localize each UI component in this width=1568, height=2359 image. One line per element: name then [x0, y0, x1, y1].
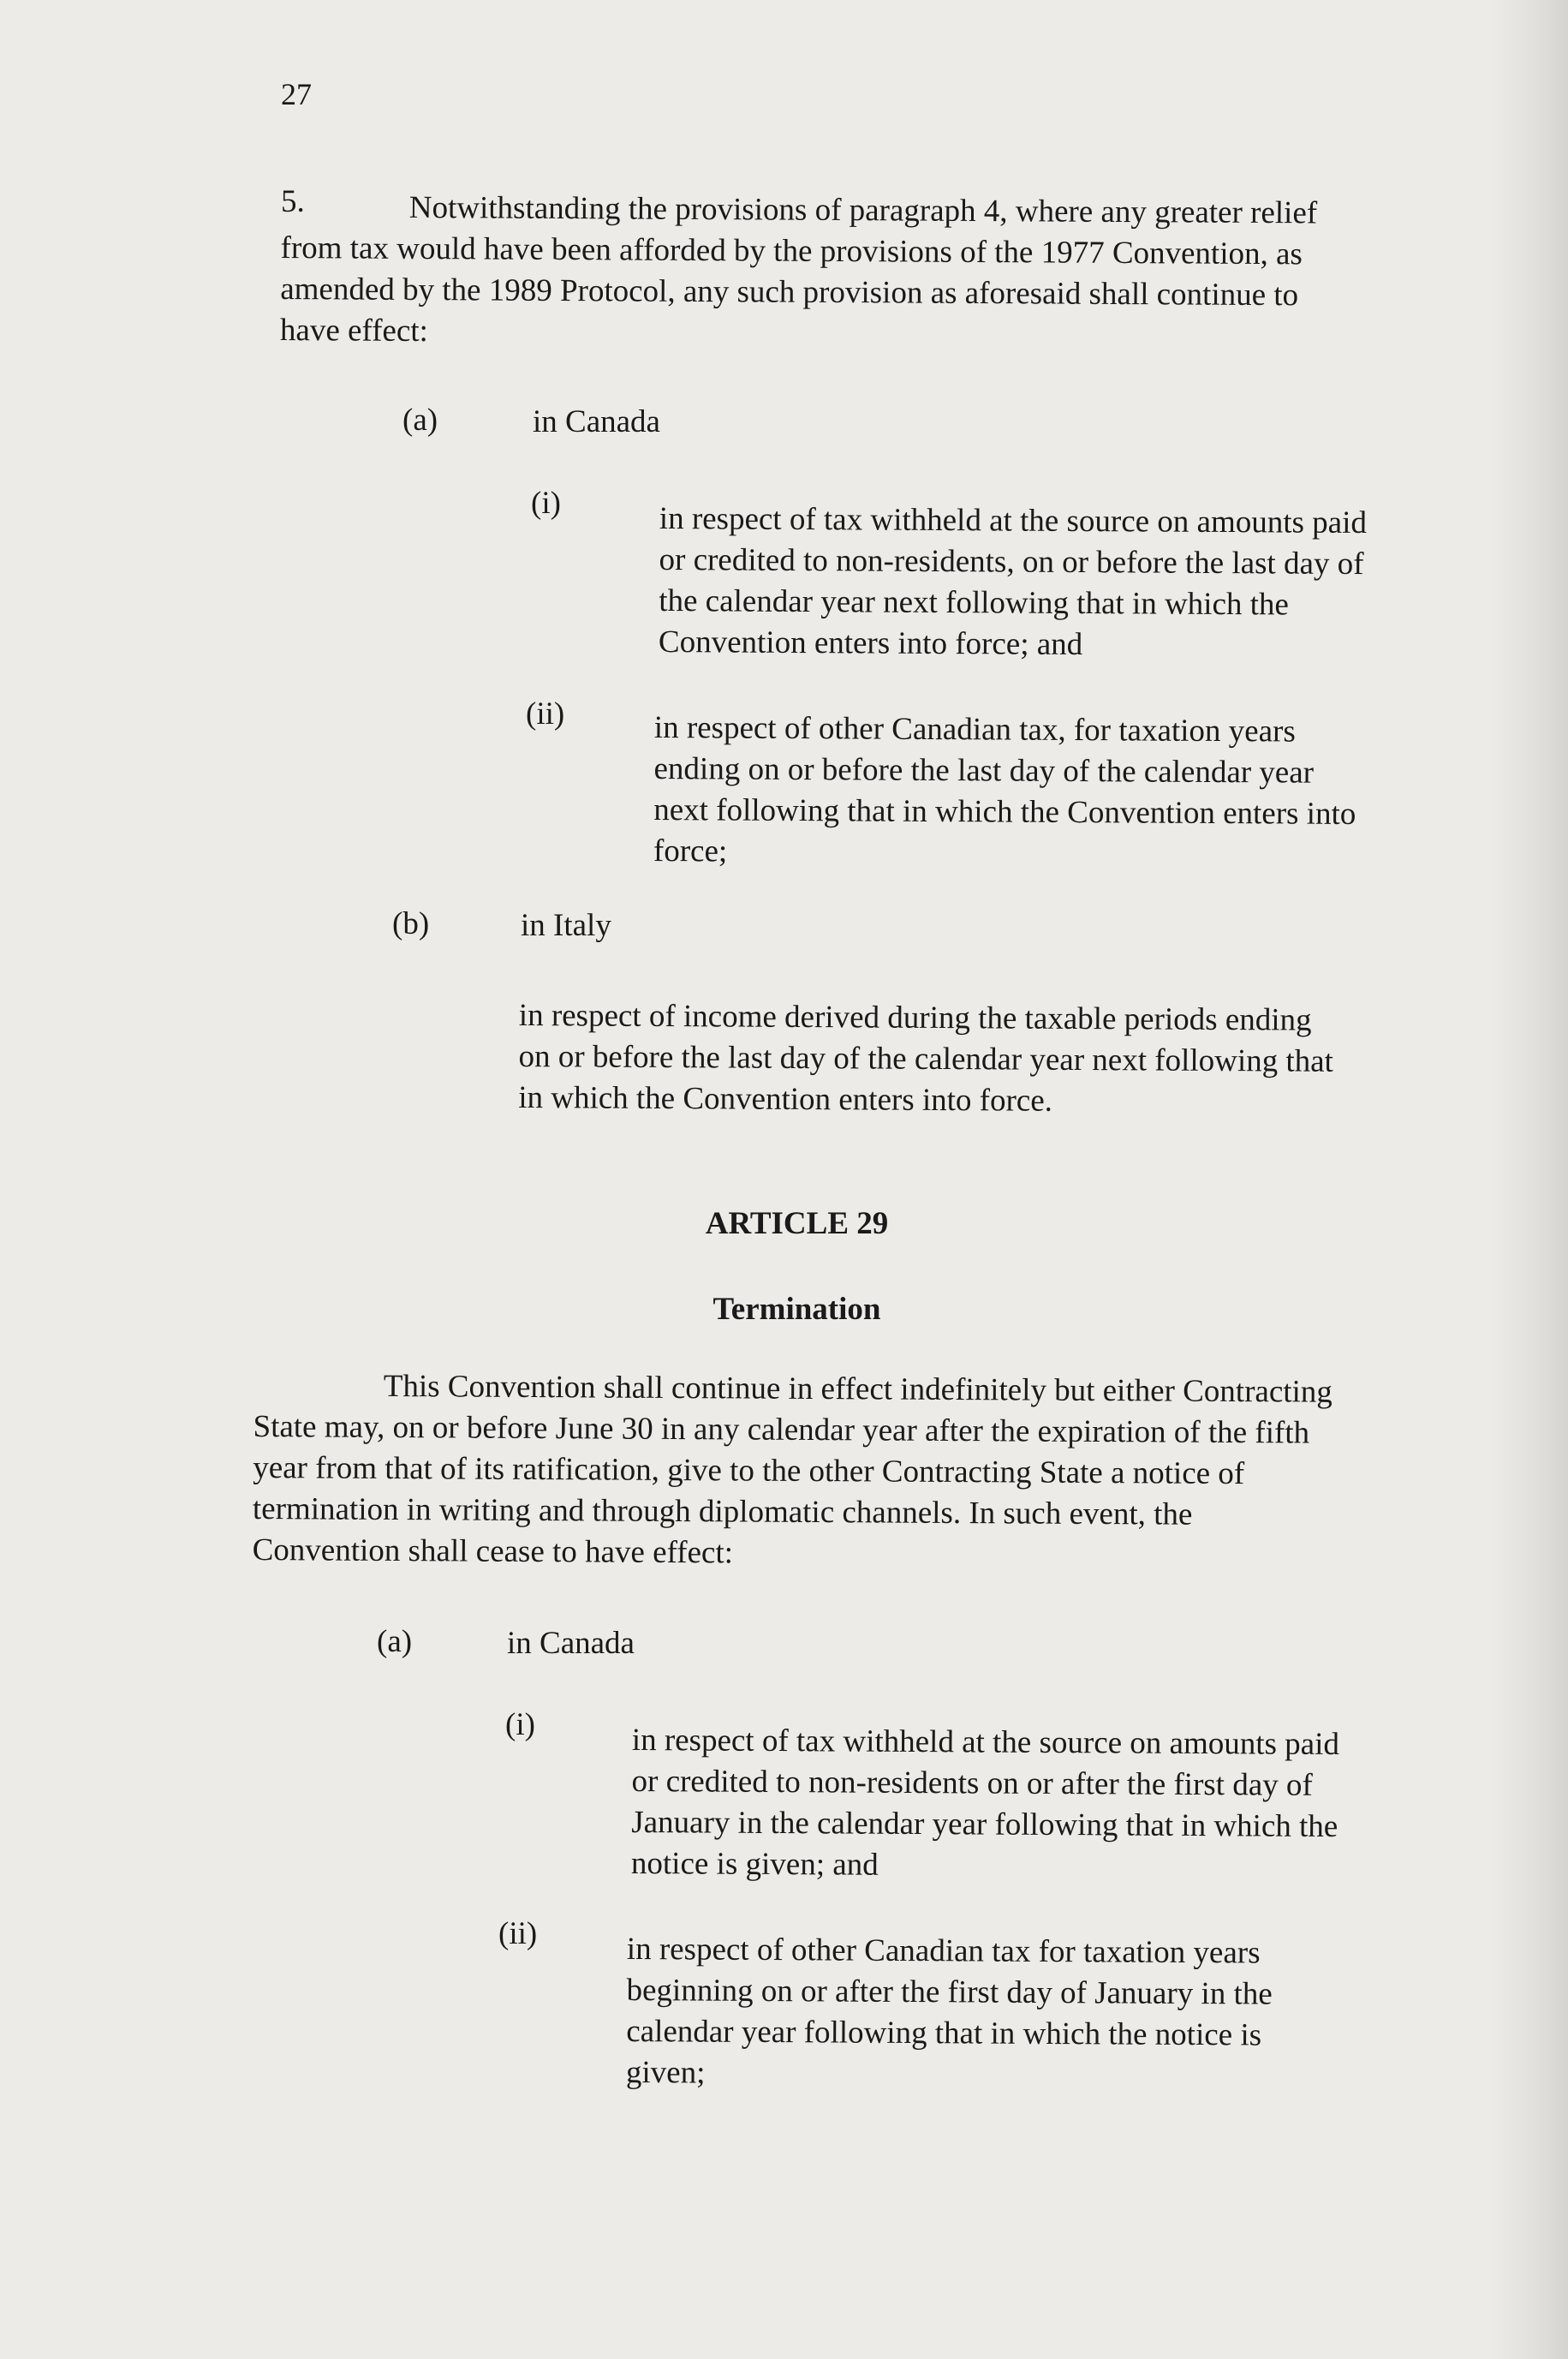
subitem-line: in respect of tax withheld at the source on amounts paid: [631, 1723, 1340, 1763]
paragraph-line: Notwithstanding the provisions of paragraph 4, where any greater relief: [408, 189, 1318, 231]
article-body: [253, 1365, 1333, 1578]
article-line: This Convention shall continue in effect indefinitely but either Contracting: [383, 1368, 1333, 1410]
paragraph-number: 5.: [281, 184, 305, 219]
item-text: in Canada: [533, 404, 660, 439]
paragraph-5-body: [280, 187, 1317, 357]
subitem-line: in respect of other Canadian tax for taxation years: [626, 1932, 1261, 1971]
article-line: termination in writing and through diplomatic channels. In such event, the: [252, 1490, 1193, 1532]
subitem-line: ending on or before the last day of the calendar year: [653, 750, 1315, 791]
subitem-label: (i): [531, 486, 561, 521]
item-line: on or before the last day of the calendar year next following that: [518, 1038, 1334, 1079]
subitem-line: or credited to non-residents on or after the first day of: [631, 1763, 1313, 1803]
item-label: (a): [377, 1624, 413, 1659]
item-body: [518, 995, 1333, 1124]
item-text: in Italy: [521, 908, 611, 943]
article-subtitle: Termination: [712, 1292, 881, 1327]
subitem-body: [653, 708, 1356, 876]
paragraph-line: have effect:: [279, 312, 429, 349]
subitem-line: notice is given; and: [630, 1845, 879, 1883]
page-edge-shadow: [1491, 0, 1568, 2359]
subitem-label: (ii): [526, 696, 565, 732]
page-number: 27: [281, 77, 312, 111]
paragraph-line: from tax would have been afforded by the provisions of the 1977 Convention, as: [280, 230, 1303, 272]
subitem-label: (i): [505, 1707, 535, 1742]
subitem-line: January in the calendar year following that in which the: [631, 1804, 1338, 1845]
subitem-line: the calendar year next following that in which the: [659, 582, 1290, 623]
item-line: in respect of income derived during the taxable periods ending: [518, 998, 1312, 1038]
subitem-line: in respect of tax withheld at the source on amounts paid: [659, 500, 1368, 541]
article-title: ARTICLE 29: [705, 1206, 889, 1241]
article-line: State may, on or before June 30 in any calendar year after the expiration of the fifth: [253, 1408, 1310, 1451]
article-line: year from that of its ratification, give to the other Contracting State a notice of: [253, 1449, 1245, 1492]
subitem-line: calendar year following that in which the notice is: [626, 2013, 1262, 2053]
subitem-line: beginning on or after the first day of January in the: [626, 1972, 1273, 2012]
subitem-line: given;: [625, 2054, 706, 2091]
subitem-line: or credited to non-residents, on or before the last day of: [659, 541, 1364, 582]
item-text: in Canada: [507, 1626, 635, 1661]
subitem-line: Convention enters into force; and: [658, 624, 1083, 663]
item-label: (a): [402, 403, 438, 438]
item-line: in which the Convention enters into force.: [518, 1079, 1053, 1119]
subitem-body: [626, 1929, 1273, 2098]
subitem-body: [659, 499, 1367, 667]
subitem-line: in respect of other Canadian tax, for taxation years: [653, 709, 1296, 750]
subitem-line: next following that in which the Convention enters into: [653, 791, 1356, 833]
subitem-body: [631, 1720, 1339, 1889]
subitem-line: force;: [653, 833, 728, 869]
item-label: (b): [392, 906, 430, 941]
article-line: Convention shall cease to have effect:: [252, 1532, 734, 1571]
subitem-label: (ii): [498, 1916, 538, 1951]
paragraph-line: amended by the 1989 Protocol, any such provision as aforesaid shall continue to: [280, 271, 1299, 314]
